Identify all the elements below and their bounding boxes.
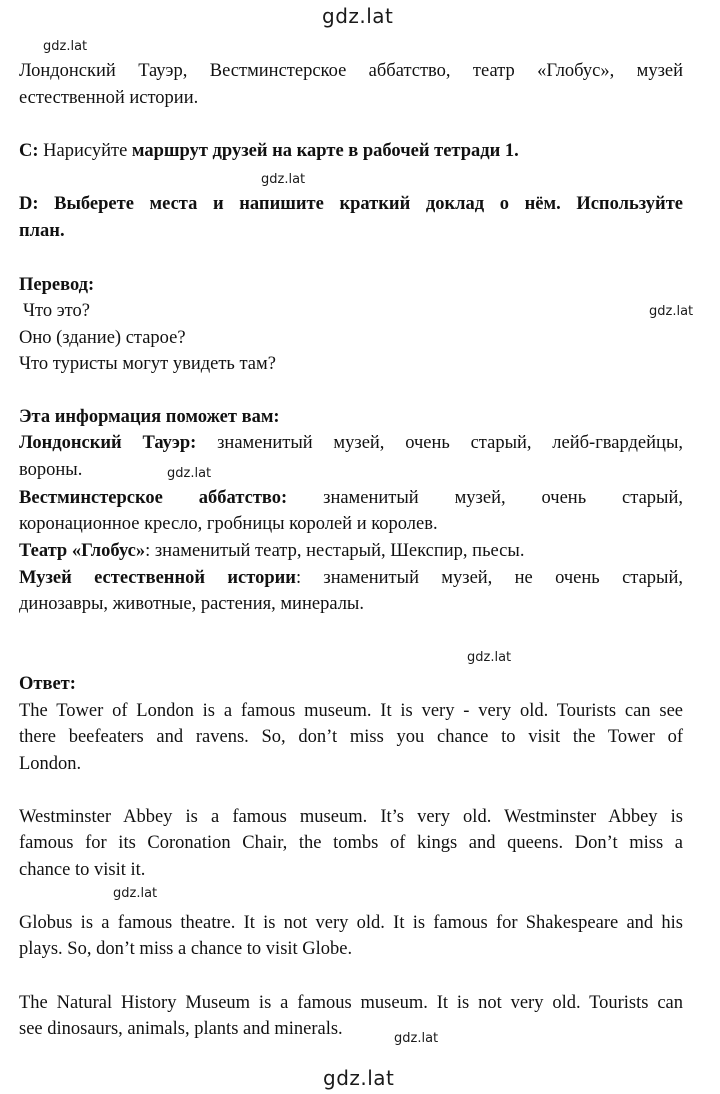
translation-q2: Оно (здание) старое? [19,328,186,348]
info-museum-line-1 [19,565,683,592]
info-museum-line-2: динозавры, животные, растения, минералы. [19,594,364,614]
info-globe-label: Театр «Глобус» [19,541,146,561]
watermark-bottom: gdz.lat [323,1066,395,1090]
answer-p4-line-1: The Natural History Museum is a famous museum. It is not very old. Tourists can [19,993,683,1013]
answer-p3-line-2: plays. So, don’t miss a chance to visit Globe. [19,939,353,959]
task-d-line-1 [19,191,683,218]
task-c-text: Нарисуйте [38,141,132,161]
answer-p1-line-2: there beefeaters and ravens. So, don’t miss you chance to visit the Tower of [19,727,683,747]
task-d-text-2: план. [19,221,65,241]
watermark: gdz.lat [649,304,694,319]
translation-q1: Что это? [23,301,90,321]
info-tower-line-2: вороны. [19,460,83,480]
info-heading-text: Эта информация поможет вам: [19,407,280,427]
task-c-bold: маршрут друзей на карте в рабочей тетради 1. [131,141,519,161]
intro-line-2: естественной истории. [19,88,199,108]
watermark-top: gdz.lat [322,4,394,28]
answer-heading-text: Ответ: [19,674,76,694]
translation-heading-text: Перевод: [19,275,95,295]
info-tower-line-1 [19,430,683,457]
task-c-label: C: [19,141,39,161]
task-d-text-1: D: Выберете места и напишите краткий доклад о нём. Используйте [19,194,683,214]
info-tower-text-1: знаменитый музей, очень старый, лейб-гвардейцы, [196,433,683,453]
task-c [19,138,519,165]
info-heading [19,404,280,431]
answer-p2-line-3: chance to visit it. [19,860,146,880]
watermark: gdz.lat [113,886,158,901]
answer-p3-line-1: Globus is a famous theatre. It is not very old. It is famous for Shakespeare and his [19,913,683,933]
answer-p1-line-1: The Tower of London is a famous museum. It is very - very old. Tourists can see [19,701,683,721]
info-abbey-label: Вестминстерское аббатство: [19,488,288,508]
watermark: gdz.lat [261,172,306,187]
info-abbey-line-1 [19,485,683,512]
intro-line-1: Лондонский Тауэр, Вестминстерское аббатство, театр «Глобус», музей [19,61,683,81]
info-museum-text-1: : знаменитый музей, не очень старый, [295,568,684,588]
info-tower-label: Лондонский Тауэр: [19,433,197,453]
answer-p4-line-2: see dinosaurs, animals, plants and minerals. [19,1019,343,1039]
task-d-line-2 [19,218,65,245]
answer-p2-line-2: famous for its Coronation Chair, the tombs of kings and queens. Don’t miss a [19,833,683,853]
info-globe-line [19,538,524,565]
answer-p1-line-3: London. [19,754,82,774]
watermark: gdz.lat [467,650,512,665]
info-globe-text: : знаменитый театр, нестарый, Шекспир, пьесы. [145,541,525,561]
info-museum-label: Музей естественной истории [19,568,296,588]
watermark: gdz.lat [43,39,88,54]
translation-heading [19,272,94,299]
watermark: gdz.lat [167,466,212,481]
info-abbey-text-1: знаменитый музей, очень старый, [287,488,683,508]
translation-q3: Что туристы могут увидеть там? [19,354,276,374]
watermark: gdz.lat [394,1031,439,1046]
answer-p2-line-1: Westminster Abbey is a famous museum. It’s very old. Westminster Abbey is [19,807,683,827]
info-abbey-line-2: коронационное кресло, гробницы королей и королев. [19,514,438,534]
answer-heading [19,671,76,698]
